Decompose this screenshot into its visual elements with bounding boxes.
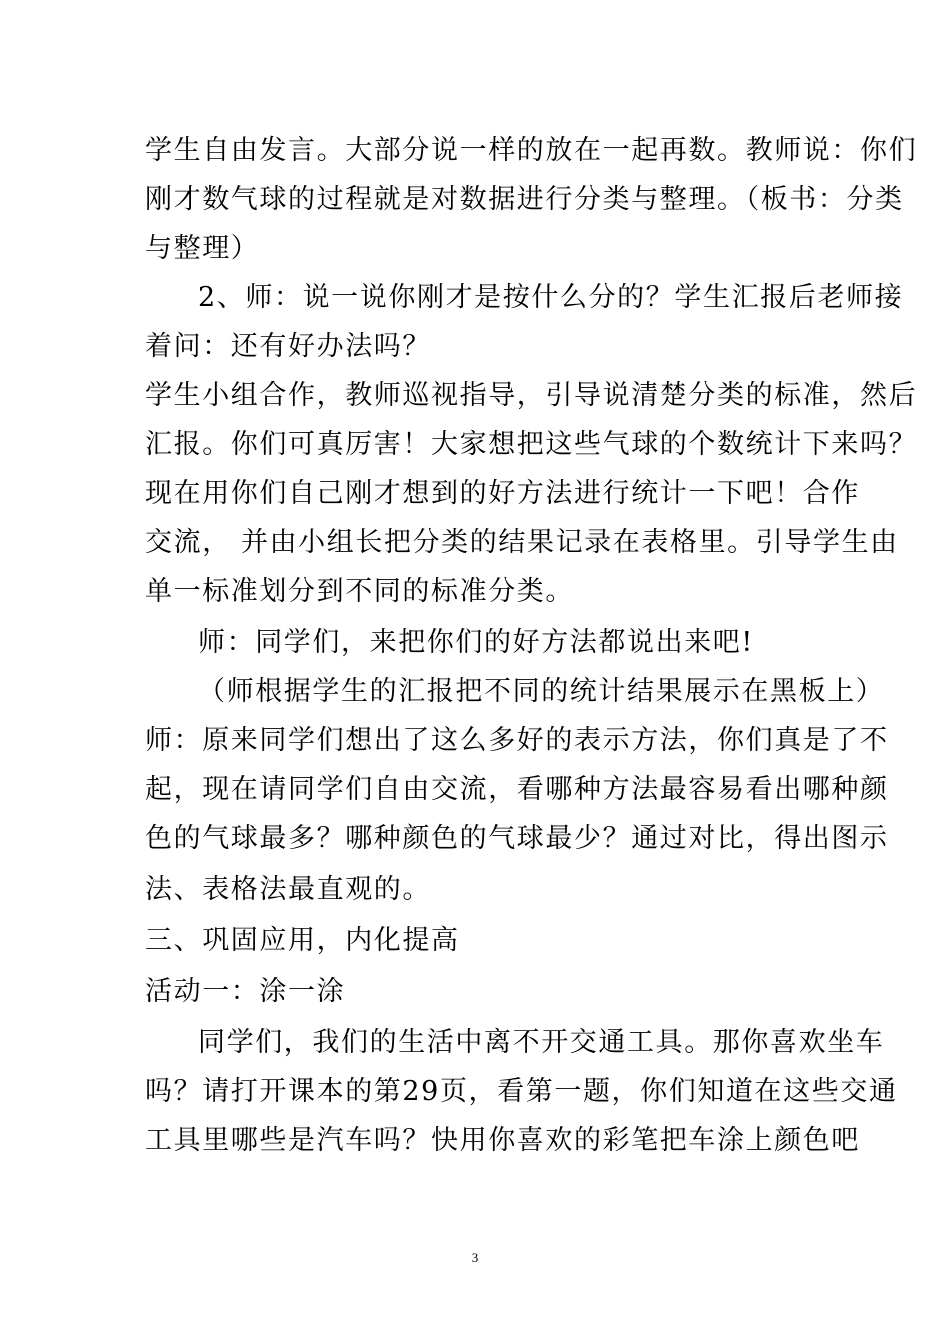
paragraph-line: 起，现在请同学们自由交流，看哪种方法最容易看出哪种颜 <box>145 774 889 805</box>
paragraph-line: 刚才数气球的过程就是对数据进行分类与整理。（板书：分类 <box>145 184 904 215</box>
page-number: 3 <box>471 1250 479 1265</box>
paragraph-line: 工具里哪些是汽车吗？快用你喜欢的彩笔把车涂上颜色吧 <box>145 1125 860 1156</box>
activity-heading: 活动一：涂一涂 <box>145 976 346 1007</box>
paragraph-line: 吗？请打开课本的第29页，看第一题，你们知道在这些交通 <box>145 1076 898 1107</box>
paragraph-line: 师：原来同学们想出了这么多好的表示方法，你们真是了不 <box>145 725 889 756</box>
paragraph-line: 同学们，我们的生活中离不开交通工具。那你喜欢坐车 <box>198 1027 885 1058</box>
paragraph-line: 色的气球最多？哪种颜色的气球最少？通过对比，得出图示 <box>145 823 889 854</box>
paragraph-line: 汇报。你们可真厉害！大家想把这些气球的个数统计下来吗？ <box>145 429 918 460</box>
paragraph-line: 着问：还有好办法吗？ <box>145 331 431 362</box>
paragraph-line: 学生小组合作，教师巡视指导，引导说清楚分类的标准，然后 <box>145 380 918 411</box>
paragraph-line: （师根据学生的汇报把不同的统计结果展示在黑板上） <box>198 676 885 707</box>
paragraph-line: 学生自由发言。大部分说一样的放在一起再数。教师说：你们 <box>145 135 918 166</box>
paragraph-line: 法、表格法最直观的。 <box>145 874 431 905</box>
paragraph-line: 交流， 并由小组长把分类的结果记录在表格里。引导学生由 <box>145 527 899 558</box>
paragraph-line: 单一标准划分到不同的标准分类。 <box>145 576 574 607</box>
section-heading: 三、巩固应用，内化提高 <box>145 925 460 956</box>
paragraph-line: 现在用你们自己刚才想到的好方法进行统计一下吧！合作 <box>145 478 860 509</box>
paragraph-line: 与整理） <box>145 233 260 264</box>
paragraph-line: 2、师：说一说你刚才是按什么分的？学生汇报后老师接 <box>198 282 904 313</box>
paragraph-line: 师：同学们，来把你们的好方法都说出来吧! <box>198 627 754 658</box>
